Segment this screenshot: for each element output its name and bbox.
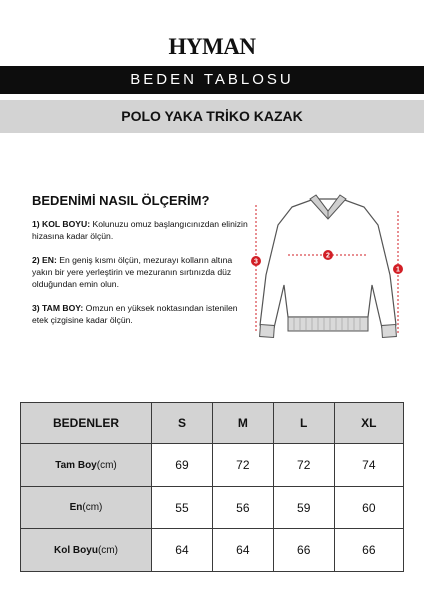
table-cell: 66: [334, 529, 403, 572]
brand-logo: HYMAN: [168, 34, 256, 59]
size-header-m: M: [212, 403, 273, 444]
row-header-width: En(cm): [21, 486, 152, 529]
step-text: Kolunuzu omuz başlangıcınızdan elinizin hizasına kadar ölçün.: [32, 219, 248, 241]
step-width: [32, 254, 252, 290]
table-cell: 66: [273, 529, 334, 572]
size-header-l: L: [273, 403, 334, 444]
table-row: [21, 444, 404, 487]
size-header-s: S: [152, 403, 213, 444]
table-cell: 69: [152, 444, 213, 487]
row-header-full-length: Tam Boy(cm): [21, 444, 152, 487]
table-cell: 64: [212, 529, 273, 572]
step-label: 2) EN:: [32, 255, 57, 265]
table-cell: 64: [152, 529, 213, 572]
sweater-icon: [248, 185, 408, 355]
table-row: [21, 486, 404, 529]
size-table: [20, 402, 404, 572]
step-sleeve-length: [32, 218, 252, 242]
marker-2-label: 2: [326, 252, 330, 260]
howto-heading: BEDENİMİ NASIL ÖLÇERİM?: [32, 193, 210, 208]
marker-1-label: 1: [396, 266, 400, 274]
table-cell: 72: [212, 444, 273, 487]
product-title: POLO YAKA TRİKO KAZAK: [0, 100, 424, 133]
row-header-sleeve-length: Kol Boyu(cm): [21, 529, 152, 572]
table-cell: 74: [334, 444, 403, 487]
size-header-label: BEDENLER: [21, 403, 152, 444]
table-cell: 59: [273, 486, 334, 529]
size-header-xl: XL: [334, 403, 403, 444]
step-label: 1) KOL BOYU:: [32, 219, 91, 229]
step-label: 3) TAM BOY:: [32, 303, 84, 313]
step-text: Omzun en yüksek noktasından istenilen etek çizgisine kadar ölçün.: [32, 303, 238, 325]
table-cell: 72: [273, 444, 334, 487]
table-cell: 60: [334, 486, 403, 529]
step-full-length: [32, 302, 252, 326]
marker-3-label: 3: [254, 258, 258, 266]
table-cell: 55: [152, 486, 213, 529]
table-row: [21, 529, 404, 572]
size-chart-banner: BEDEN TABLOSU: [0, 66, 424, 94]
step-text: En geniş kısmı ölçün, mezurayı kolların altına yakın bir yere yerleştirin ve mezuranın sırtınızda düz olduğundan emin olun.: [32, 255, 233, 289]
table-cell: 56: [212, 486, 273, 529]
size-header-row: [21, 403, 404, 444]
